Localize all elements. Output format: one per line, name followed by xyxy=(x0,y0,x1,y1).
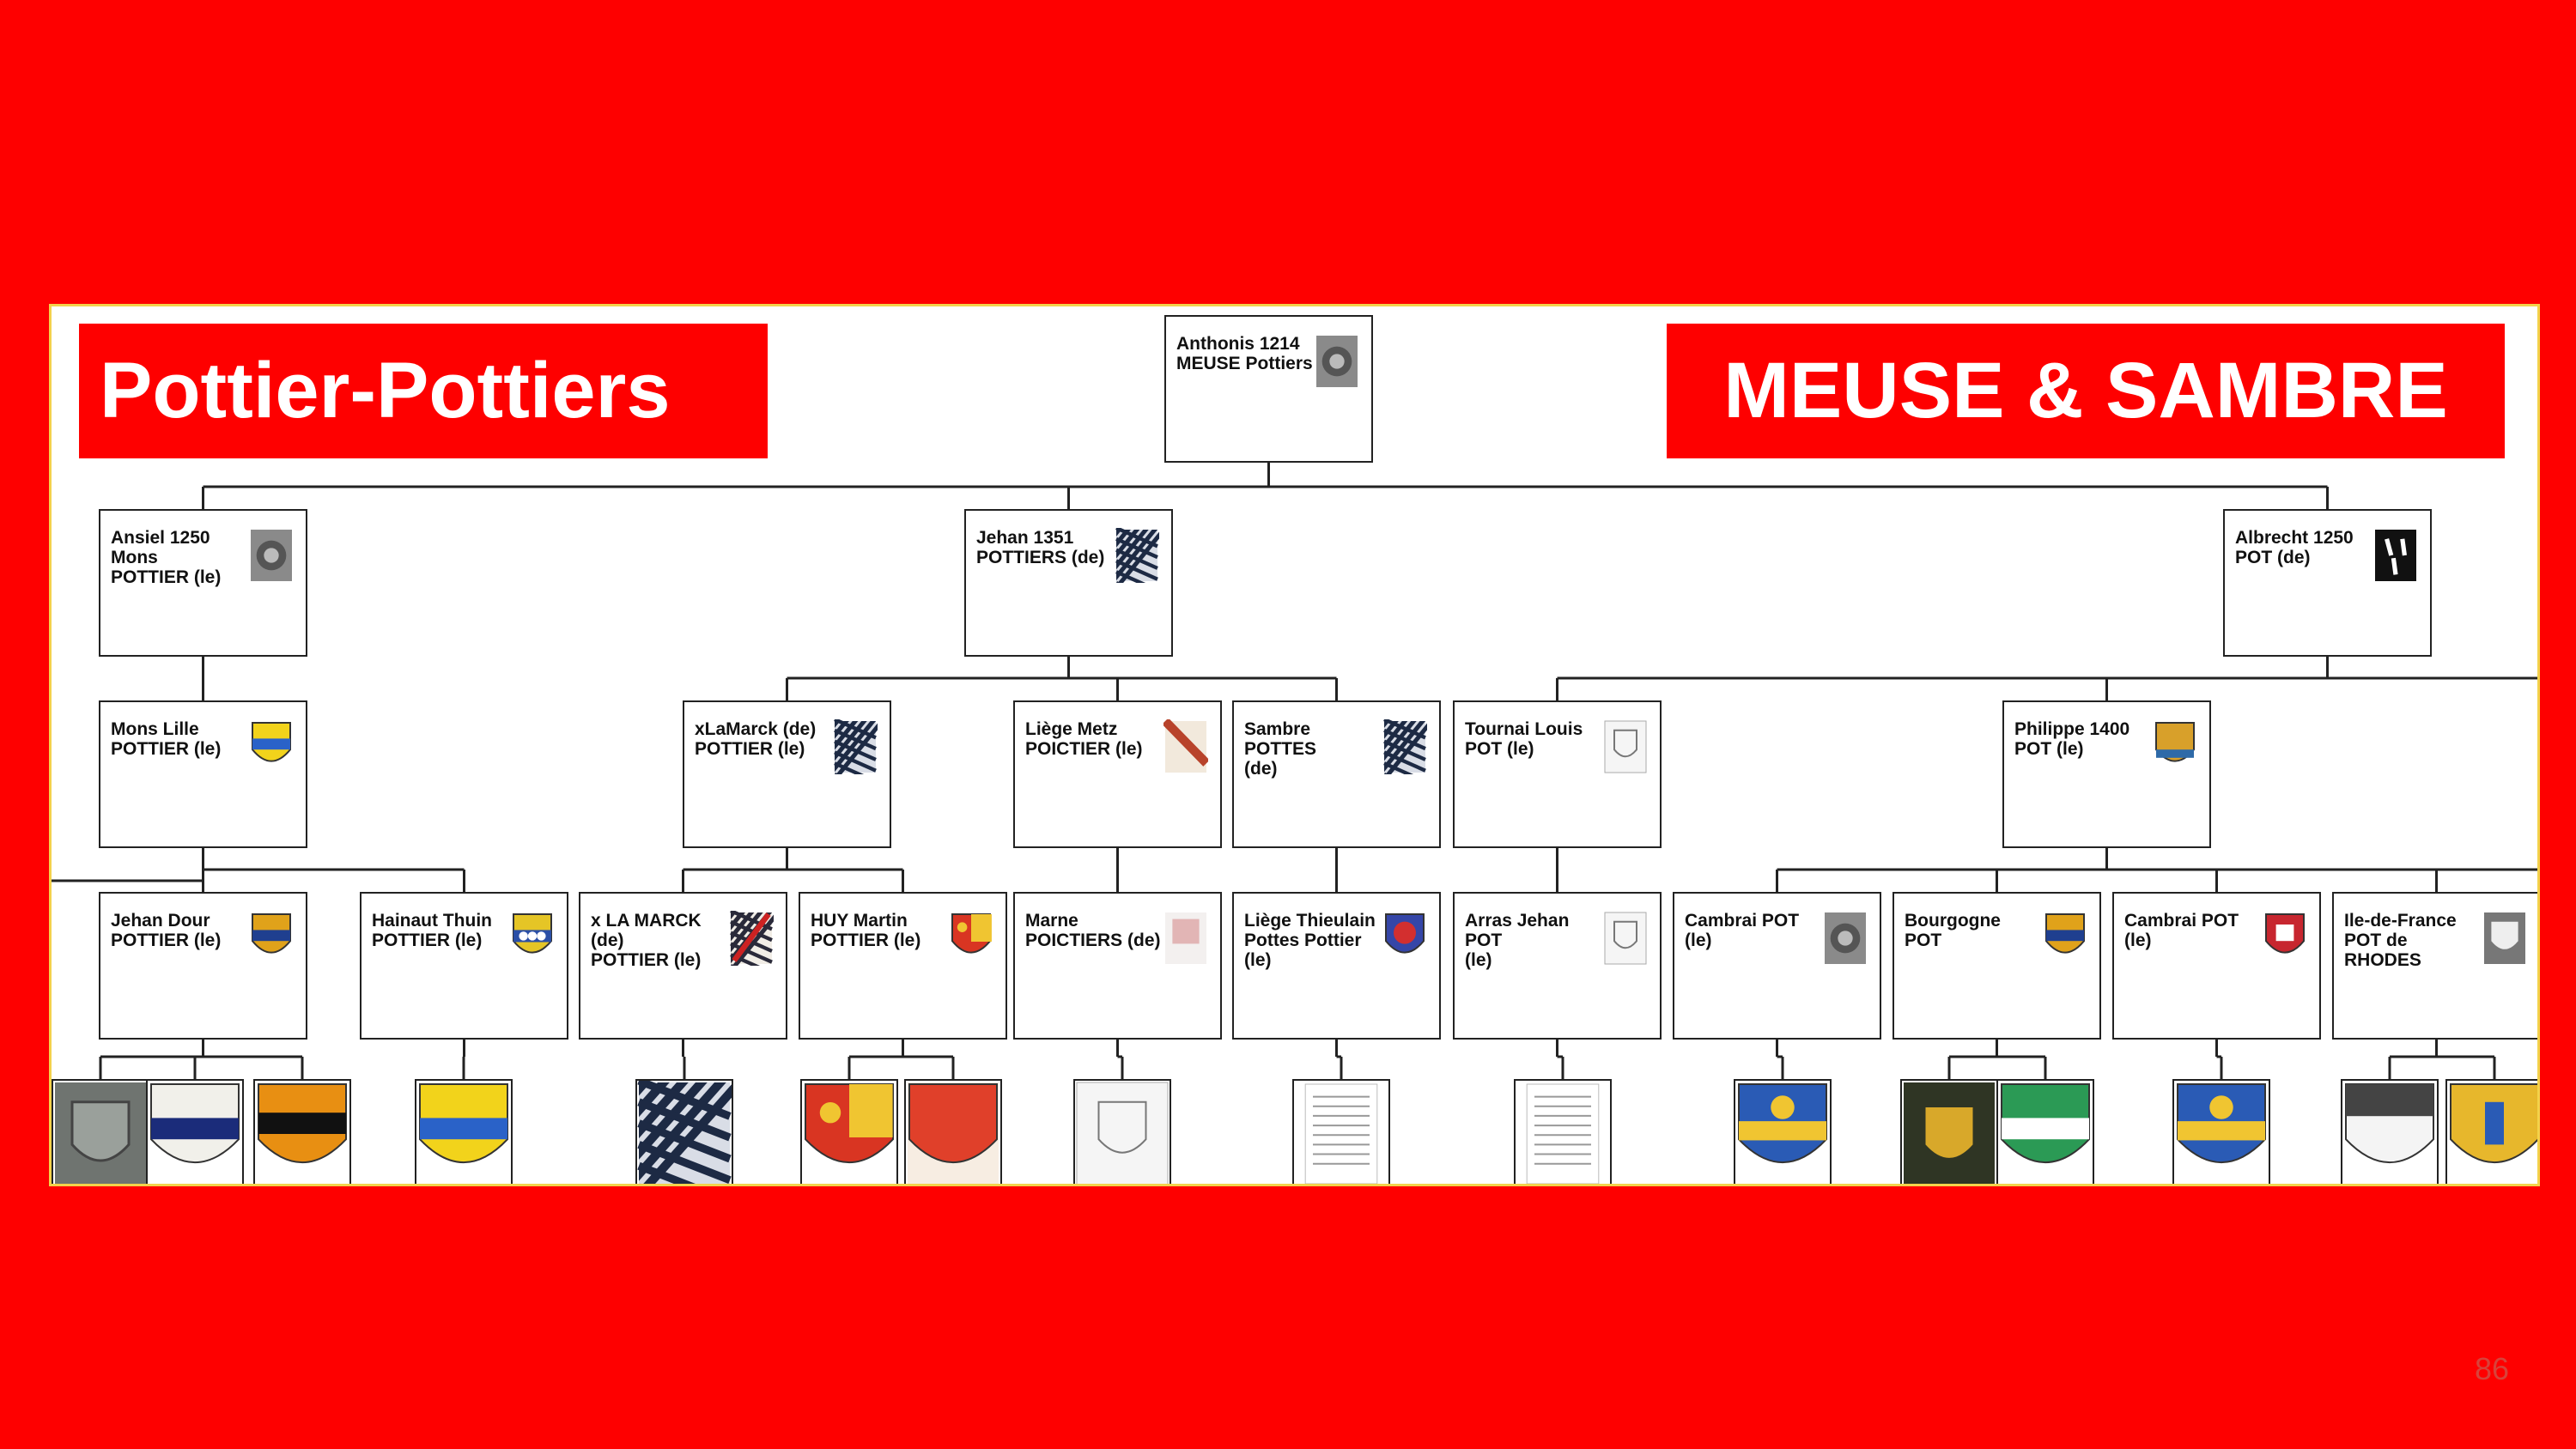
tree-node-jehandour xyxy=(99,892,307,1040)
leaf-image xyxy=(253,1079,351,1186)
red-stripe-shield-icon xyxy=(729,911,774,966)
tree-node-jehan1351 xyxy=(964,509,1173,657)
tree-node-label: Liège Metz POICTIER (le) xyxy=(1025,719,1143,759)
green-white-shield-icon xyxy=(1998,1081,2093,1186)
tree-node-label: Cambrai POT (le) xyxy=(2124,911,2239,950)
tree-node-label: HUY Martin POTTIER (le) xyxy=(811,911,921,950)
tree-node-label: Mons Lille POTTIER (le) xyxy=(111,719,222,759)
leaf-image xyxy=(2172,1079,2270,1186)
tree-node-arras xyxy=(1453,892,1662,1040)
page-number: 86 xyxy=(2475,1351,2510,1386)
tree-node-hainaut xyxy=(360,892,568,1040)
tree-node-albrecht xyxy=(2223,509,2432,657)
striped-crest-icon xyxy=(637,1081,732,1186)
tree-node-monslille xyxy=(99,700,307,848)
striped-crest-icon xyxy=(1115,528,1159,583)
tree-node-xlamarck2 xyxy=(579,892,787,1040)
leaf-image xyxy=(415,1079,513,1186)
grey-white-crest-icon xyxy=(2482,911,2527,966)
tree-node-cambrai1 xyxy=(1673,892,1881,1040)
leaf-image xyxy=(2445,1079,2540,1186)
tree-node-cambrai2 xyxy=(2112,892,2321,1040)
family-title: Pottier-Pottiers xyxy=(79,324,768,458)
dark-ornate-crest-icon xyxy=(1902,1081,1996,1186)
sketch-crest-icon xyxy=(1603,719,1648,774)
tree-node-label: Tournai Louis POT (le) xyxy=(1465,719,1583,759)
tree-node-xlamarck xyxy=(683,700,891,848)
tree-node-label: Ile-de-France POT de RHODES xyxy=(2344,911,2457,970)
tree-node-label: Jehan Dour POTTIER (le) xyxy=(111,911,222,950)
tree-node-liegethieulain xyxy=(1232,892,1441,1040)
leaf-image xyxy=(146,1079,244,1186)
pale-crest-icon xyxy=(1163,911,1208,966)
leaf-image xyxy=(1734,1079,1832,1186)
tree-node-label: Arras Jehan POT (le) xyxy=(1465,911,1570,970)
tree-node-label: Liège Thieulain Pottes Pottier (le) xyxy=(1244,911,1376,970)
tree-node-label: xLaMarck (de) POTTIER (le) xyxy=(695,719,817,759)
tree-node-label: Philippe 1400 POT (le) xyxy=(2014,719,2130,759)
tree-node-label: Bourgogne POT xyxy=(1905,911,2001,950)
gold-blue-band-shield-icon xyxy=(2043,911,2087,966)
document-icon xyxy=(1516,1081,1610,1186)
tree-node-label: Albrecht 1250 POT (de) xyxy=(2235,528,2354,567)
tree-node-label: x LA MARCK (de) POTTIER (le) xyxy=(591,911,702,970)
ermine-shield-icon xyxy=(2342,1081,2437,1186)
leaf-image xyxy=(52,1079,149,1186)
tree-node-tournai xyxy=(1453,700,1662,848)
red-white-shield-icon xyxy=(2263,911,2307,966)
leaf-image xyxy=(2341,1079,2439,1186)
gold-rings-shield-icon xyxy=(510,911,555,966)
sketch-crest-icon xyxy=(1075,1081,1170,1186)
tree-node-label: Jehan 1351 POTTIERS (de) xyxy=(976,528,1105,567)
red-gold-shield-icon xyxy=(949,911,993,966)
tree-node-marne xyxy=(1013,892,1222,1040)
tree-node-bourgogne xyxy=(1893,892,2101,1040)
striped-crest-icon xyxy=(1382,719,1427,774)
tree-node-philippe xyxy=(2002,700,2211,848)
tree-node-liegemetz xyxy=(1013,700,1222,848)
tree-node-anthonis xyxy=(1164,315,1373,463)
tree-node-label: Hainaut Thuin POTTIER (le) xyxy=(372,911,492,950)
leaf-image xyxy=(1514,1079,1612,1186)
blue-gold-shield-icon xyxy=(1735,1081,1830,1186)
tree-node-label: Cambrai POT (le) xyxy=(1685,911,1800,950)
tree-node-ansiel xyxy=(99,509,307,657)
grey-crest-icon xyxy=(249,528,294,583)
tree-node-huy xyxy=(799,892,1007,1040)
gold-black-shield-icon xyxy=(255,1081,349,1186)
gold-shield-icon xyxy=(2447,1081,2540,1186)
blue-yellow-shield-icon xyxy=(249,719,294,774)
leaf-image xyxy=(635,1079,733,1186)
tree-node-iledefrance xyxy=(2332,892,2540,1040)
blue-yellow-shield-icon xyxy=(416,1081,511,1186)
striped-crest-icon xyxy=(833,719,878,774)
tree-node-label: Ansiel 1250 Mons POTTIER (le) xyxy=(111,528,222,587)
leaf-image xyxy=(1292,1079,1390,1186)
black-crest-icon xyxy=(2373,528,2418,583)
gold-blue-band-shield-icon xyxy=(249,911,294,966)
region-title: MEUSE & SAMBRE xyxy=(1667,324,2505,458)
tree-node-label: Marne POICTIERS (de) xyxy=(1025,911,1161,950)
grey-crest-icon xyxy=(1315,334,1359,389)
blue-gold-shield-icon xyxy=(2174,1081,2269,1186)
leaf-image xyxy=(1996,1079,2094,1186)
blue-band-shield-icon xyxy=(148,1081,242,1186)
leaf-image xyxy=(1900,1079,1998,1186)
leaf-image xyxy=(1073,1079,1171,1186)
leaf-image xyxy=(800,1079,898,1186)
gold-blue-shield-icon xyxy=(2153,719,2197,774)
handwritten-shield-icon xyxy=(906,1081,1000,1186)
sketch-crest-icon xyxy=(1603,911,1648,966)
tree-node-label: Anthonis 1214 MEUSE Pottiers xyxy=(1176,334,1313,373)
stone-carving-icon xyxy=(53,1081,148,1186)
tree-node-sambre xyxy=(1232,700,1441,848)
tree-node-label: Sambre POTTES (de) xyxy=(1244,719,1317,779)
blue-red-crest-icon xyxy=(1382,911,1427,966)
genealogy-panel xyxy=(49,304,2540,1186)
red-bend-crest-icon xyxy=(1163,719,1208,774)
document-icon xyxy=(1294,1081,1388,1186)
red-gold-shield-icon xyxy=(802,1081,896,1186)
leaf-image xyxy=(904,1079,1002,1186)
grey-crest-icon xyxy=(1823,911,1868,966)
